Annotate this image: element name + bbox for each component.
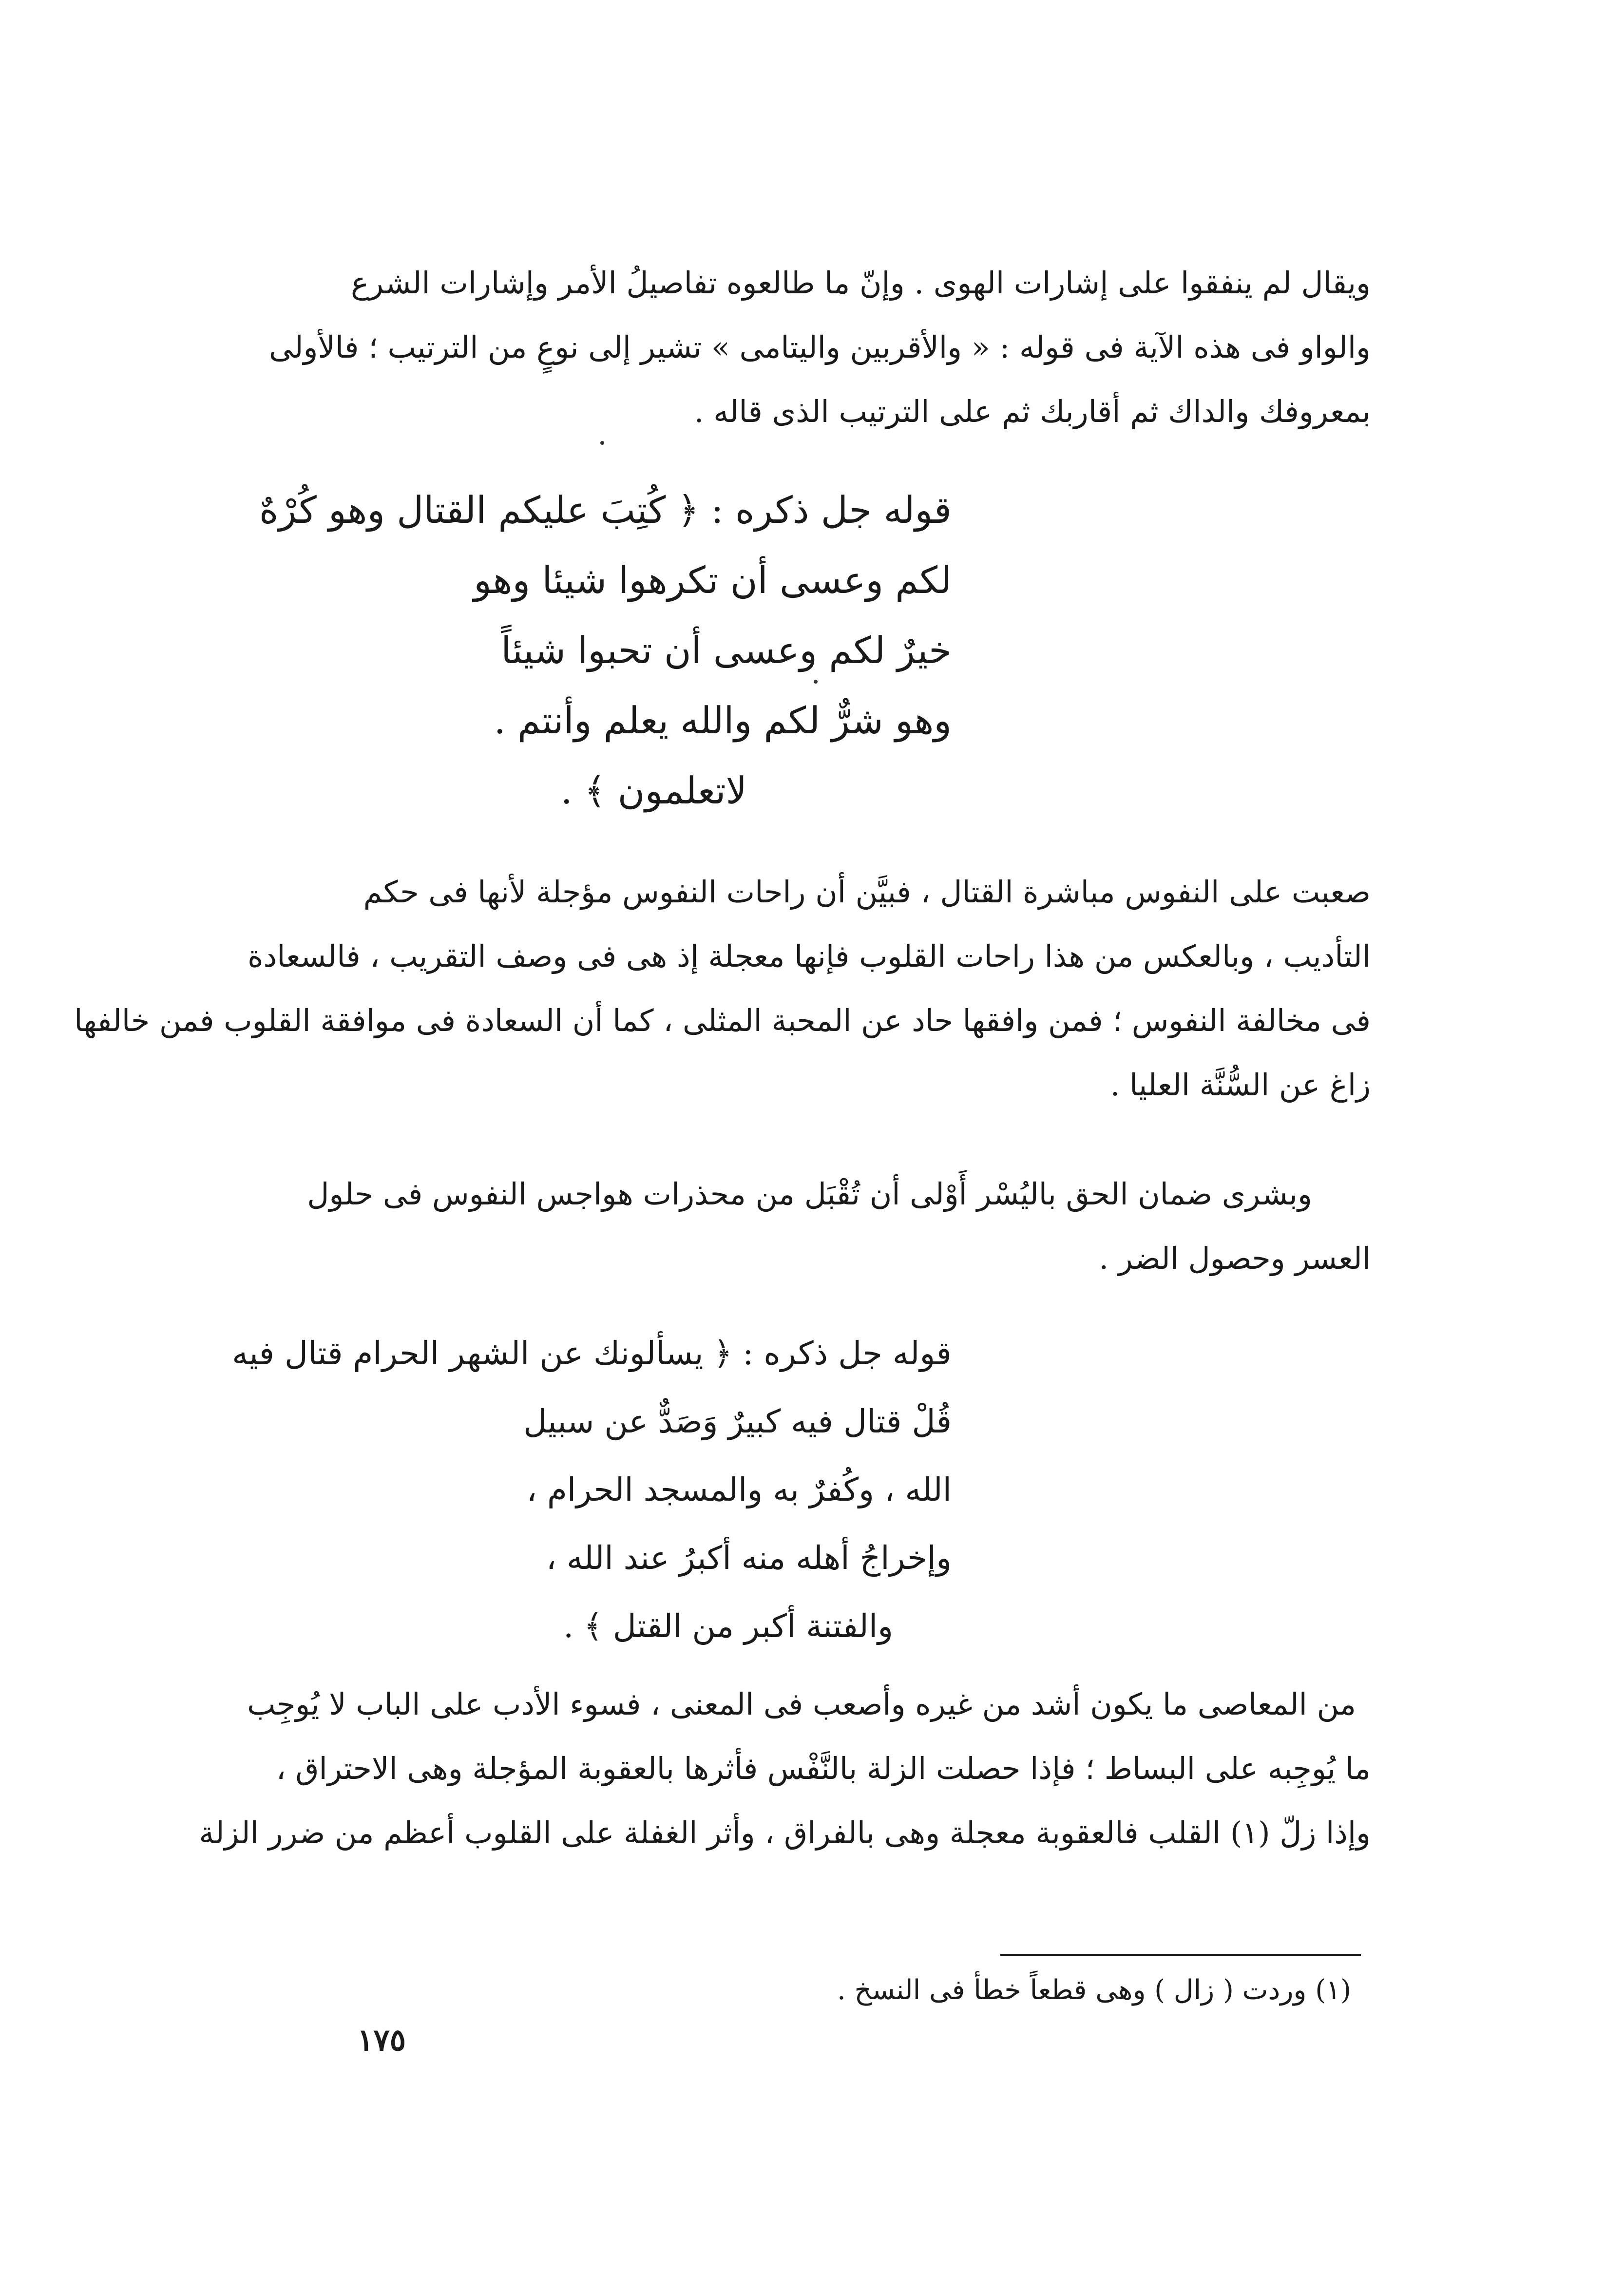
quote-line: لكم وعسى أن تكرهوا شيئا وهو (474, 558, 952, 602)
text-line: زاغ عن السُّنَّة العليا . (1110, 1067, 1371, 1103)
text-line: من المعاصى ما يكون أشد من غيره وأصعب فى المعنى ، فسوء الأدب على الباب لا يُوجِب (247, 1686, 1356, 1722)
text-line: فى مخالفة النفوس ؛ فمن وافقها حاد عن المحبة المثلى ، كما أن السعادة فى موافقة القلوب فمن خالفها (74, 1003, 1371, 1038)
quote-line: قوله جل ذكره : ﴿ كُتِبَ عليكم القتال وهو كُرْهٌ (259, 488, 952, 532)
page-number: ١٧٥ (357, 2022, 406, 2058)
quote-line: قُلْ قتال فيه كبيرٌ وَصَدٌّ عن سبيل (523, 1403, 952, 1440)
quran-quote-1 (259, 475, 952, 826)
text-line: ويقال لم ينفقوا على إشارات الهوى . وإنّ ما طالعوه تفاصيلُ الأمر وإشارات الشرع (351, 265, 1371, 301)
text-line: والواو فى هذه الآية فى قوله : « والأقربين واليتامى » تشير إلى نوعٍ من الترتيب ؛ فالأولى (268, 329, 1371, 365)
quote-line: وهو شرٌّ لكم والله يعلم وأنتم . (494, 699, 952, 742)
footnote-divider (1000, 1954, 1361, 1956)
quote-line: لاتعلمون ﴾ . (560, 769, 747, 812)
quran-quote-2 (232, 1319, 952, 1661)
paragraph-3 (279, 1162, 1371, 1291)
quote-line: والفتنة أكبر من القتل ﴾ . (563, 1607, 893, 1645)
text-line: وبشرى ضمان الحق باليُسْر أَوْلى أن تُقْبَل من محذرات هواجس النفوس فى حلول (307, 1176, 1312, 1212)
scan-speck (600, 441, 604, 445)
paragraph-2 (74, 860, 1371, 1117)
paragraph-4 (199, 1672, 1371, 1865)
text-line: ما يُوجِبه على البساط ؛ فإذا حصلت الزلة بالنَّفْس فأثرها بالعقوبة المؤجلة وهى الاحتراق ، (276, 1751, 1371, 1786)
quote-line: الله ، وكُفرٌ به والمسجد الحرام ، (526, 1471, 952, 1508)
text-line: التأديب ، وبالعكس من هذا راحات القلوب فإنها معجلة إذ هى فى وصف التقريب ، فالسعادة (248, 938, 1371, 974)
quote-line: خيرٌ لكم وعسى أن تحبوا شيئاً (501, 629, 952, 672)
footnote: (١) وردت ( زال ) وهى قطعاً خطأ فى النسخ . (837, 1974, 1351, 2006)
text-line: صعبت على النفوس مباشرة القتال ، فبيَّن أن راحات النفوس مؤجلة لأنها فى حكم (363, 874, 1371, 910)
paragraph-1 (268, 251, 1371, 444)
quote-line: قوله جل ذكره : ﴿ يسألونك عن الشهر الحرام قتال فيه (232, 1335, 952, 1372)
text-line: وإذا زلّ (١) القلب فالعقوبة معجلة وهى بالفراق ، وأثر الغفلة على القلوب أعظم من ضرر الزلة (199, 1815, 1371, 1851)
quote-line: وإخراجُ أهله منه أكبرُ عند الله ، (546, 1539, 952, 1577)
text-line: العسر وحصول الضر . (1099, 1241, 1371, 1276)
scan-speck (814, 680, 818, 684)
text-line: بمعروفك والداك ثم أقاربك ثم على الترتيب الذى قاله . (694, 394, 1371, 429)
